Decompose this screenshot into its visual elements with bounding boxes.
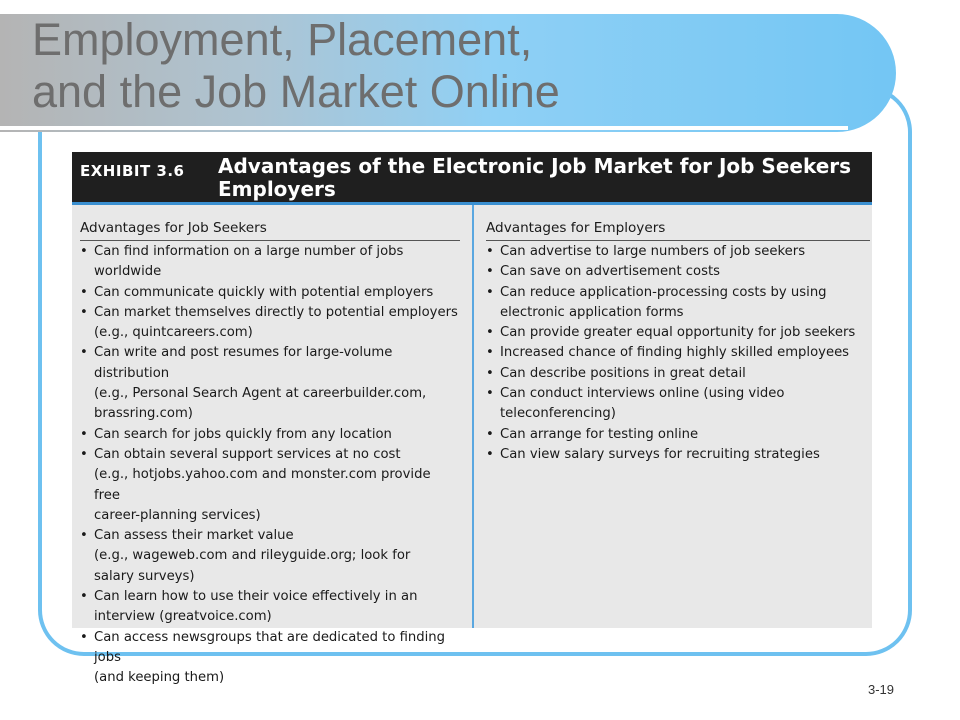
list-item (486, 343, 870, 363)
list-item (80, 343, 460, 424)
exhibit-number: EXHIBIT 3.6 (80, 162, 185, 180)
list-item-text: • Can describe positions in great detail (500, 365, 746, 381)
list-item-text: • Can market themselves directly to potential employers (94, 304, 458, 320)
list-item-continuation: salary surveys) (94, 568, 195, 584)
list-item (486, 323, 870, 343)
list-item-text: • Can assess their market value (94, 528, 294, 544)
list-item-text: • Can learn how to use their voice effectively in an (94, 589, 418, 605)
list-item-text: • Can obtain several support services at no cost (94, 446, 401, 462)
title-underline (0, 126, 848, 130)
list-item-continuation: (and keeping them) (94, 670, 225, 686)
list-item-text: • Can provide greater equal opportunity for job seekers (500, 325, 856, 341)
list-item (80, 303, 460, 344)
list-item (80, 283, 460, 303)
list-item (80, 445, 460, 526)
list-item (80, 242, 460, 283)
list-item (486, 425, 870, 445)
list-item (80, 628, 460, 689)
job-seekers-heading: Advantages for Job Seekers (80, 218, 460, 241)
list-item-continuation: (e.g., wageweb.com and rileyguide.org; look for (94, 548, 411, 564)
list-item-text: • Can arrange for testing online (500, 426, 699, 442)
list-item-text: • Can conduct interviews online (using video (500, 386, 785, 402)
list-item (80, 526, 460, 587)
employers-column (486, 218, 870, 465)
employers-list (486, 242, 870, 465)
list-item-continuation: career-planning services) (94, 507, 261, 523)
list-item-text: • Can access newsgroups that are dedicated to finding jobs (94, 629, 446, 665)
list-item-text: • Can write and post resumes for large-volume distribution (94, 345, 393, 381)
list-item (486, 445, 870, 465)
exhibit-table (72, 152, 872, 686)
list-item-continuation: teleconferencing) (500, 406, 616, 422)
list-item-continuation: (e.g., Personal Search Agent at careerbuilder.com, (94, 386, 427, 402)
list-item (486, 283, 870, 324)
list-item-text: • Can advertise to large numbers of job seekers (500, 244, 806, 259)
list-item-continuation: interview (greatvoice.com) (94, 609, 272, 625)
list-item-text: • Can save on advertisement costs (500, 264, 721, 280)
list-item (486, 364, 870, 384)
list-item (486, 242, 870, 262)
slide-title-line-2: and the Job Market Online (32, 66, 560, 117)
list-item-text: • Can find information on a large number of jobs worldwide (94, 244, 404, 280)
job-seekers-list (80, 242, 460, 689)
list-item-text: • Can search for jobs quickly from any location (94, 426, 392, 442)
list-item-text: • Increased chance of finding highly skilled employees (500, 345, 850, 361)
employers-heading: Advantages for Employers (486, 218, 870, 241)
list-item-text: • Can communicate quickly with potential employers (94, 284, 434, 300)
list-item-continuation: electronic application forms (500, 304, 684, 320)
list-item-text: • Can view salary surveys for recruiting strategies (500, 446, 820, 462)
list-item (486, 384, 870, 425)
list-item (80, 587, 460, 628)
slide-title (32, 14, 560, 118)
list-item-continuation: (e.g., hotjobs.yahoo.com and monster.com provide free (94, 467, 431, 503)
slide-title-line-1: Employment, Placement, (32, 14, 533, 65)
page-number: 3-19 (868, 682, 895, 697)
list-item-continuation: brassring.com) (94, 406, 193, 422)
list-item (486, 262, 870, 282)
list-item-text: • Can reduce application-processing costs by using (500, 284, 827, 300)
exhibit-title: Advantages of the Electronic Job Market for Job Seekers Employers (218, 154, 852, 201)
list-item (80, 425, 460, 445)
exhibit-header (72, 152, 872, 202)
list-item-continuation: (e.g., quintcareers.com) (94, 325, 253, 341)
column-divider (472, 205, 474, 628)
job-seekers-column (80, 218, 460, 689)
